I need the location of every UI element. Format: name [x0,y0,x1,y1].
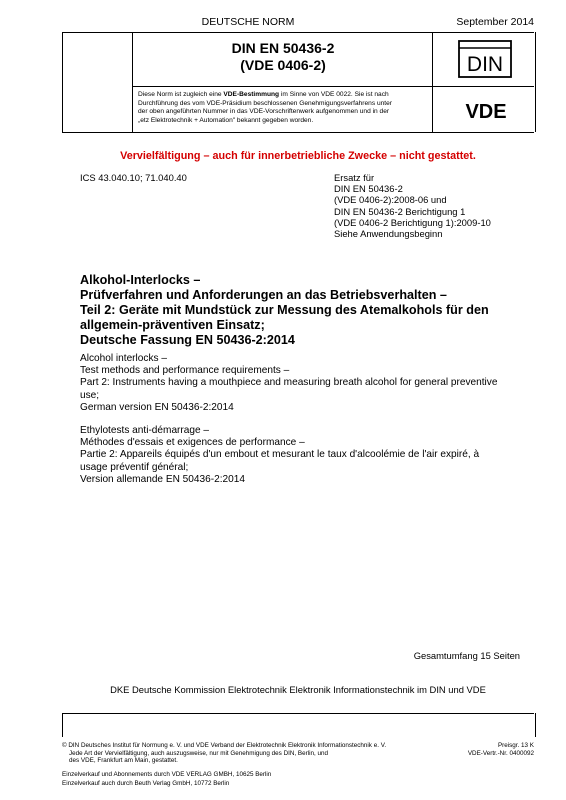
document-number: DIN EN 50436-2 [231,40,335,56]
copyright-line: © DIN Deutsches Institut für Normung e. V. und VDE Verband der Elektrotechnik Elektronik Informationstechnik e. V. [62,742,387,749]
note-line: Diese Norm ist zugleich eine VDE-Bestimmung im Sinne von VDE 0022. Sie ist nach [138,91,389,98]
replacement-line: (VDE 0406-2):2008-06 und [334,194,447,206]
title-line: Teil 2: Geräte mit Mundstück zur Messung des Atemalkohols für den [80,303,489,317]
divider [132,86,534,87]
title-line: use; [80,389,100,401]
title-line: Partie 2: Appareils équipés d'un embout et mesurant le taux d'alcoolémie de l'air expiré, à [80,449,480,461]
title-line: Méthodes d'essais et exigences de performance – [80,437,305,449]
replacement-info [334,172,534,239]
replacement-line: DIN EN 50436-2 [334,183,403,195]
din-logo-text: DIN [466,53,504,76]
divider [132,32,133,132]
replacement-line: Ersatz für [334,172,375,183]
title-line: Alkohol-Interlocks – [80,273,201,287]
vde-logo [446,100,526,122]
vde-note [138,91,428,125]
divider [62,713,534,714]
title-line: Prüfverfahren und Anforderungen an das Betriebsverhalten – [80,288,447,302]
price-info [452,742,534,757]
price-group: Preisgr. 13 K [497,742,534,749]
standard-type: DEUTSCHE NORM [201,16,295,28]
vde-order-number: VDE-Vertr.-Nr. 0400092 [467,749,534,757]
document-number-block [134,40,432,74]
reproduction-warning: Vervielfältigung – auch für innerbetriebliche Zwecke – nicht gestattet. [120,150,476,162]
vde-number: (VDE 0406-2) [240,57,326,73]
title-line: allgemein-präventiven Einsatz; [80,318,265,332]
title-line: Alcohol interlocks – [80,353,167,364]
commission-line: DKE Deutsche Kommission Elektrotechnik Elektronik Informationstechnik im DIN und VDE [110,684,486,695]
copyright-notice [62,742,452,765]
divider [432,32,433,132]
distribution-line: Einzelverkauf auch durch Beuth Verlag GmbH, 10772 Berlin [62,779,230,787]
footer-box [62,713,536,737]
note-line: der oben angeführten Nummer in das VDE-Vorschriftenwerk aufgenommen und in der [138,108,390,116]
title-line: Test methods and performance requirements – [80,365,290,377]
replacement-line: Siehe Anwendungsbeginn [334,228,443,240]
title-line: Part 2: Instruments having a mouthpiece and measuring breath alcohol for general preventive [80,377,498,389]
copyright-line: des VDE, Frankfurt am Main, gestattet. [62,757,178,765]
note-line: Durchführung des vom VDE-Präsidium beschlossenen Genehmigungsverfahrens unter [138,99,392,107]
divider [62,132,534,133]
din-logo [458,40,512,78]
note-line: „etz Elektrotechnik + Automation" bekannt gegeben worden. [138,116,314,124]
title-french [80,425,535,486]
distribution-line: Einzelverkauf und Abonnements durch VDE VERLAG GMBH, 10625 Berlin [62,771,272,778]
title-line: German version EN 50436-2:2014 [80,401,234,413]
title-line: Version allemande EN 50436-2:2014 [80,473,245,485]
title-line: Deutsche Fassung EN 50436-2:2014 [80,333,295,347]
title-german [80,273,530,348]
total-pages: Gesamtumfang 15 Seiten [413,650,520,661]
title-line: Ethylotests anti-démarrage – [80,425,210,436]
replacement-line: (VDE 0406-2 Berichtigung 1):2009-10 [334,216,491,228]
replacement-line: DIN EN 50436-2 Berichtigung 1 [334,205,466,217]
vde-logo-text: VDE [465,101,507,122]
distribution-info [62,771,452,788]
publication-date: September 2014 [456,16,534,28]
ics-code: ICS 43.040.10; 71.040.40 [80,172,187,183]
title-english [80,353,535,414]
title-line: usage préventif général; [80,461,189,473]
copyright-line: Jede Art der Vervielfältigung, auch auszugsweise, nur mit Genehmigung des DIN, Berlin, und [62,749,329,757]
